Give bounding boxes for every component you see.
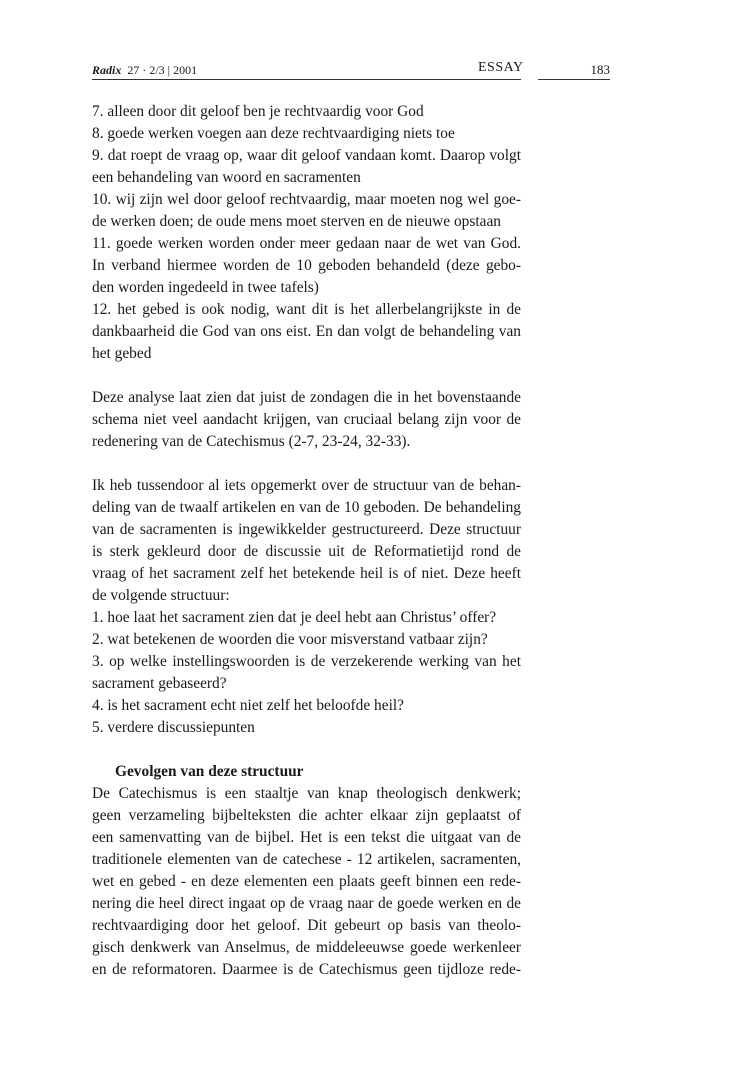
list-item-line: 2. wat betekenen de woorden die voor misverstand vatbaar zijn?	[92, 631, 488, 648]
paragraph-gap	[92, 739, 521, 761]
text-line: rechtvaardiging door het geloof. Dit gebeurt op basis van theolo-	[92, 917, 521, 934]
paragraph-analysis	[92, 387, 521, 453]
section-label: ESSAY	[478, 60, 524, 75]
paragraph-gap	[92, 453, 521, 475]
list-item-line: 3. op welke instellingswoorden is de verzekerende werking van het	[92, 653, 521, 670]
list-item-line: den worden ingedeeld in twee tafels)	[92, 279, 319, 296]
text-line: gisch denkwerk van Anselmus, de middeleeuwse goede werkenleer	[92, 939, 521, 956]
list-item	[92, 123, 521, 145]
list-item	[92, 145, 521, 189]
text-line: geen verzameling bijbelteksten die achter elkaar zijn geplaatst of	[92, 807, 521, 824]
numbered-list-sacraments	[92, 607, 521, 739]
journal-volume: 27 · 2/3 | 2001	[127, 63, 198, 77]
numbered-list-theology	[92, 101, 521, 365]
text-line: vraag of het sacrament zelf het betekende heil is of niet. Deze heeft	[92, 565, 521, 582]
list-item-line: 1. hoe laat het sacrament zien dat je deel hebt aan Christus’ offer?	[92, 609, 497, 626]
paragraph-structure	[92, 475, 521, 607]
list-item-line: 8. goede werken voegen aan deze rechtvaardiging niets toe	[92, 125, 455, 142]
list-item-line: dankbaarheid die God van ons eist. En dan volgt de behandeling van	[92, 323, 521, 340]
list-item-line: 5. verdere discussiepunten	[92, 719, 255, 736]
text-line: Deze analyse laat zien dat juist de zondagen die in het bovenstaande	[92, 389, 521, 406]
list-item-line: de werken doen; de oude mens moet sterven en de nieuwe opstaan	[92, 213, 501, 230]
text-line: is sterk gekleurd door de discussie uit de Reformatietijd rond de	[92, 543, 521, 560]
section-heading: Gevolgen van deze structuur	[115, 763, 304, 780]
text-line: en de reformatoren. Daarmee is de Catechismus geen tijdloze rede-	[92, 961, 521, 978]
page-number: 183	[590, 62, 610, 77]
header-rule-left	[92, 79, 521, 80]
list-item	[92, 607, 521, 629]
list-item	[92, 629, 521, 651]
text-line: Ik heb tussendoor al iets opgemerkt over de structuur van de behan-	[92, 477, 521, 494]
text-line: de volgende structuur:	[92, 587, 230, 604]
list-item	[92, 299, 521, 365]
list-item-line: een behandeling van woord en sacramenten	[92, 169, 361, 186]
list-item-line: 4. is het sacrament echt niet zelf het beloofde heil?	[92, 697, 404, 714]
text-line: schema niet veel aandacht krijgen, van cruciaal belang zijn voor de	[92, 411, 521, 428]
list-item-line: 11. goede werken worden onder meer gedaan naar de wet van God.	[92, 235, 521, 252]
body-text	[92, 101, 521, 981]
running-header	[92, 60, 610, 80]
list-item-line: In verband hiermee worden de 10 geboden behandeld (deze gebo-	[92, 257, 521, 274]
text-line: van de sacramenten is ingewikkelder gestructureerd. Deze structuur	[92, 521, 521, 538]
text-line: wet en gebed - en deze elementen een plaats geeft binnen een rede-	[92, 873, 521, 890]
text-line: nering die heel direct ingaat op de vraag naar de goede werken en de	[92, 895, 521, 912]
list-item	[92, 101, 521, 123]
header-rule-right	[538, 79, 610, 80]
list-item-line: 12. het gebed is ook nodig, want dit is het allerbelangrijkste in de	[92, 301, 521, 318]
list-item	[92, 717, 521, 739]
text-line: redenering van de Catechismus (2-7, 23-24, 32-33).	[92, 433, 411, 450]
paragraph-consequences	[92, 783, 521, 981]
list-item	[92, 651, 521, 695]
journal-citation	[92, 63, 197, 78]
text-line: deling van de twaalf artikelen en van de 10 geboden. De behandeling	[92, 499, 521, 516]
text-line: traditionele elementen van de catechese - 12 artikelen, sacramenten,	[92, 851, 521, 868]
list-item	[92, 695, 521, 717]
list-item-line: het gebed	[92, 345, 152, 362]
journal-name: Radix	[92, 63, 122, 77]
list-item-line: 9. dat roept de vraag op, waar dit geloof vandaan komt. Daarop volgt	[92, 147, 521, 164]
text-line: een samenvatting van de bijbel. Het is een tekst die uitgaat van de	[92, 829, 521, 846]
list-item-line: 10. wij zijn wel door geloof rechtvaardig, maar moeten nog wel goe-	[92, 191, 521, 208]
text-line: De Catechismus is een staaltje van knap theologisch denkwerk;	[92, 785, 521, 802]
list-item-line: 7. alleen door dit geloof ben je rechtvaardig voor God	[92, 103, 424, 120]
paragraph-gap	[92, 365, 521, 387]
list-item-line: sacrament gebaseerd?	[92, 675, 227, 692]
list-item	[92, 189, 521, 233]
list-item	[92, 233, 521, 299]
